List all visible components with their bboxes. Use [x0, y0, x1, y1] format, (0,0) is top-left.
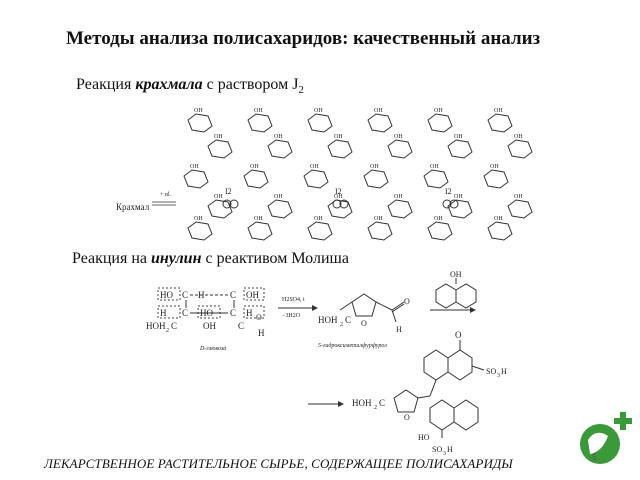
starch-label: Крахмал	[116, 202, 150, 212]
hydroxyl-label: OH	[430, 164, 439, 170]
svg-text:HO: HO	[200, 308, 213, 318]
iodine-label: I2	[445, 187, 452, 196]
glucose-ring	[244, 170, 268, 188]
glucose-ring	[268, 200, 292, 218]
glucose-ring	[388, 200, 412, 218]
svg-text:H: H	[501, 367, 507, 376]
glucose-ring	[488, 114, 512, 132]
hydroxyl-label: OH	[250, 164, 259, 170]
r2-prefix: Реакция на	[72, 250, 152, 267]
hydroxyl-label: OH	[370, 164, 379, 170]
svg-text:H: H	[447, 445, 453, 454]
svg-text:HOH: HOH	[352, 398, 372, 408]
svg-text:C: C	[182, 290, 189, 300]
starch-arrow-label: + αl.	[160, 192, 172, 198]
hydroxyl-label: OH	[190, 164, 199, 170]
hydroxyl-label: OH	[374, 216, 383, 222]
glucose-ring	[484, 170, 508, 188]
hydroxyl-label: OH	[454, 194, 463, 200]
hydroxyl-label: OH	[274, 194, 283, 200]
glucose-fragment	[146, 288, 265, 352]
hydroxyl-label: OH	[434, 108, 443, 114]
hydroxyl-label: OH	[314, 108, 323, 114]
hydroxyl-label: OH	[334, 134, 343, 140]
r2-emph: инулин	[151, 250, 202, 267]
hydroxyl-label: OH	[394, 194, 403, 200]
hydroxyl-label: OH	[434, 216, 443, 222]
svg-text:C: C	[182, 308, 189, 318]
hydroxyl-label: OH	[194, 216, 203, 222]
svg-text:OH: OH	[246, 290, 259, 300]
molisch-reaction-diagram	[0, 268, 640, 458]
svg-text:C: C	[230, 290, 237, 300]
glucose-ring	[368, 222, 392, 240]
svg-text:H: H	[198, 290, 205, 300]
svg-text:O: O	[455, 330, 462, 340]
svg-text:H: H	[160, 308, 167, 318]
r1-suffix: с раствором J	[202, 76, 299, 93]
hydroxyl-label: OH	[274, 134, 283, 140]
hydroxyl-label: OH	[334, 194, 343, 200]
product-molecule	[394, 340, 484, 438]
hydroxyl-label: OH	[374, 108, 383, 114]
svg-text:2: 2	[166, 328, 169, 334]
svg-text:C: C	[230, 308, 237, 318]
svg-text:2: 2	[374, 405, 377, 411]
svg-text:2: 2	[340, 322, 343, 328]
svg-text:O: O	[256, 313, 262, 322]
glucose-ring	[188, 222, 212, 240]
svg-text:SO: SO	[486, 367, 497, 376]
glucose-ring	[184, 170, 208, 188]
glucose-ring	[304, 170, 328, 188]
hydroxyl-label: OH	[214, 134, 223, 140]
svg-text:HOH: HOH	[146, 321, 166, 331]
glucose-ring	[328, 140, 352, 158]
svg-text:O: O	[404, 413, 410, 422]
hmf-caption: 5-гидроксиметилфурфурол	[318, 343, 387, 349]
glucose-ring	[448, 200, 472, 218]
glucose-ring	[268, 140, 292, 158]
glucose-ring	[248, 114, 272, 132]
glucose-ring	[308, 114, 332, 132]
svg-text:H: H	[258, 328, 265, 338]
hydroxyl-label: OH	[214, 194, 223, 200]
r2-suffix: с реактивом Молиша	[201, 250, 349, 267]
starch-iodine-diagram	[0, 92, 640, 252]
glucose-ring	[208, 200, 232, 218]
svg-text:3: 3	[443, 451, 446, 457]
hydroxyl-label: OH	[194, 108, 203, 114]
page-number: 5	[592, 452, 598, 462]
svg-text:HO: HO	[160, 290, 173, 300]
svg-text:OH: OH	[450, 270, 462, 279]
glucose-ring	[188, 114, 212, 132]
glucose-ring	[248, 222, 272, 240]
hydroxyl-label: OH	[490, 164, 499, 170]
svg-text:O: O	[404, 297, 410, 306]
svg-text:C: C	[379, 398, 386, 408]
hydroxyl-label: OH	[310, 164, 319, 170]
svg-text:C: C	[238, 321, 245, 331]
glucose-caption: D-глюкоза	[200, 346, 227, 352]
hydroxyl-label: OH	[314, 216, 323, 222]
r1-emph: крахмала	[135, 76, 203, 93]
glucose-ring	[488, 222, 512, 240]
inulin-reaction-heading	[72, 250, 349, 268]
svg-text:3: 3	[497, 373, 500, 379]
svg-text:C: C	[345, 315, 352, 325]
svg-text:C: C	[171, 321, 178, 331]
svg-text:HOH: HOH	[318, 315, 338, 325]
pharmacy-logo-icon	[576, 408, 640, 468]
glucose-ring	[308, 222, 332, 240]
water-label: −3H2O	[282, 313, 301, 319]
hydroxyl-label: OH	[254, 108, 263, 114]
svg-text:HO: HO	[418, 433, 430, 442]
glucose-ring	[428, 222, 452, 240]
glucose-ring	[508, 200, 532, 218]
reagent-label: H2SO4, t	[282, 297, 305, 303]
slide-title: Методы анализа полисахаридов: качественный анализ	[66, 28, 541, 49]
hydroxyl-label: OH	[514, 134, 523, 140]
hydroxyl-label: OH	[254, 216, 263, 222]
iodine-label: I2	[335, 187, 342, 196]
svg-text:O: O	[361, 319, 367, 328]
hydroxyl-label: OH	[494, 216, 503, 222]
hydroxyl-label: OH	[394, 134, 403, 140]
glucose-ring	[364, 170, 388, 188]
svg-text:H: H	[246, 308, 253, 318]
glucose-ring	[424, 170, 448, 188]
glucose-ring	[448, 140, 472, 158]
hydroxyl-label: OH	[514, 194, 523, 200]
iodine-label: I2	[225, 187, 232, 196]
r1-prefix: Реакция	[76, 76, 136, 93]
glucose-ring	[508, 140, 532, 158]
svg-text:H: H	[396, 325, 402, 334]
glucose-ring	[428, 114, 452, 132]
hydroxyl-label: OH	[494, 108, 503, 114]
glucose-ring	[388, 140, 412, 158]
glucose-ring	[208, 140, 232, 158]
glucose-ring	[368, 114, 392, 132]
naphthol-molecule	[436, 278, 476, 308]
slide-footer: ЛЕКАРСТВЕННОЕ РАСТИТЕЛЬНОЕ СЫРЬЕ, СОДЕРЖАЩЕЕ ПОЛИСАХАРИДЫ	[44, 456, 513, 471]
svg-text:SO: SO	[432, 445, 443, 454]
hydroxyl-label: OH	[454, 134, 463, 140]
r1-sub: 2	[298, 84, 304, 97]
svg-text:OH: OH	[203, 321, 216, 331]
